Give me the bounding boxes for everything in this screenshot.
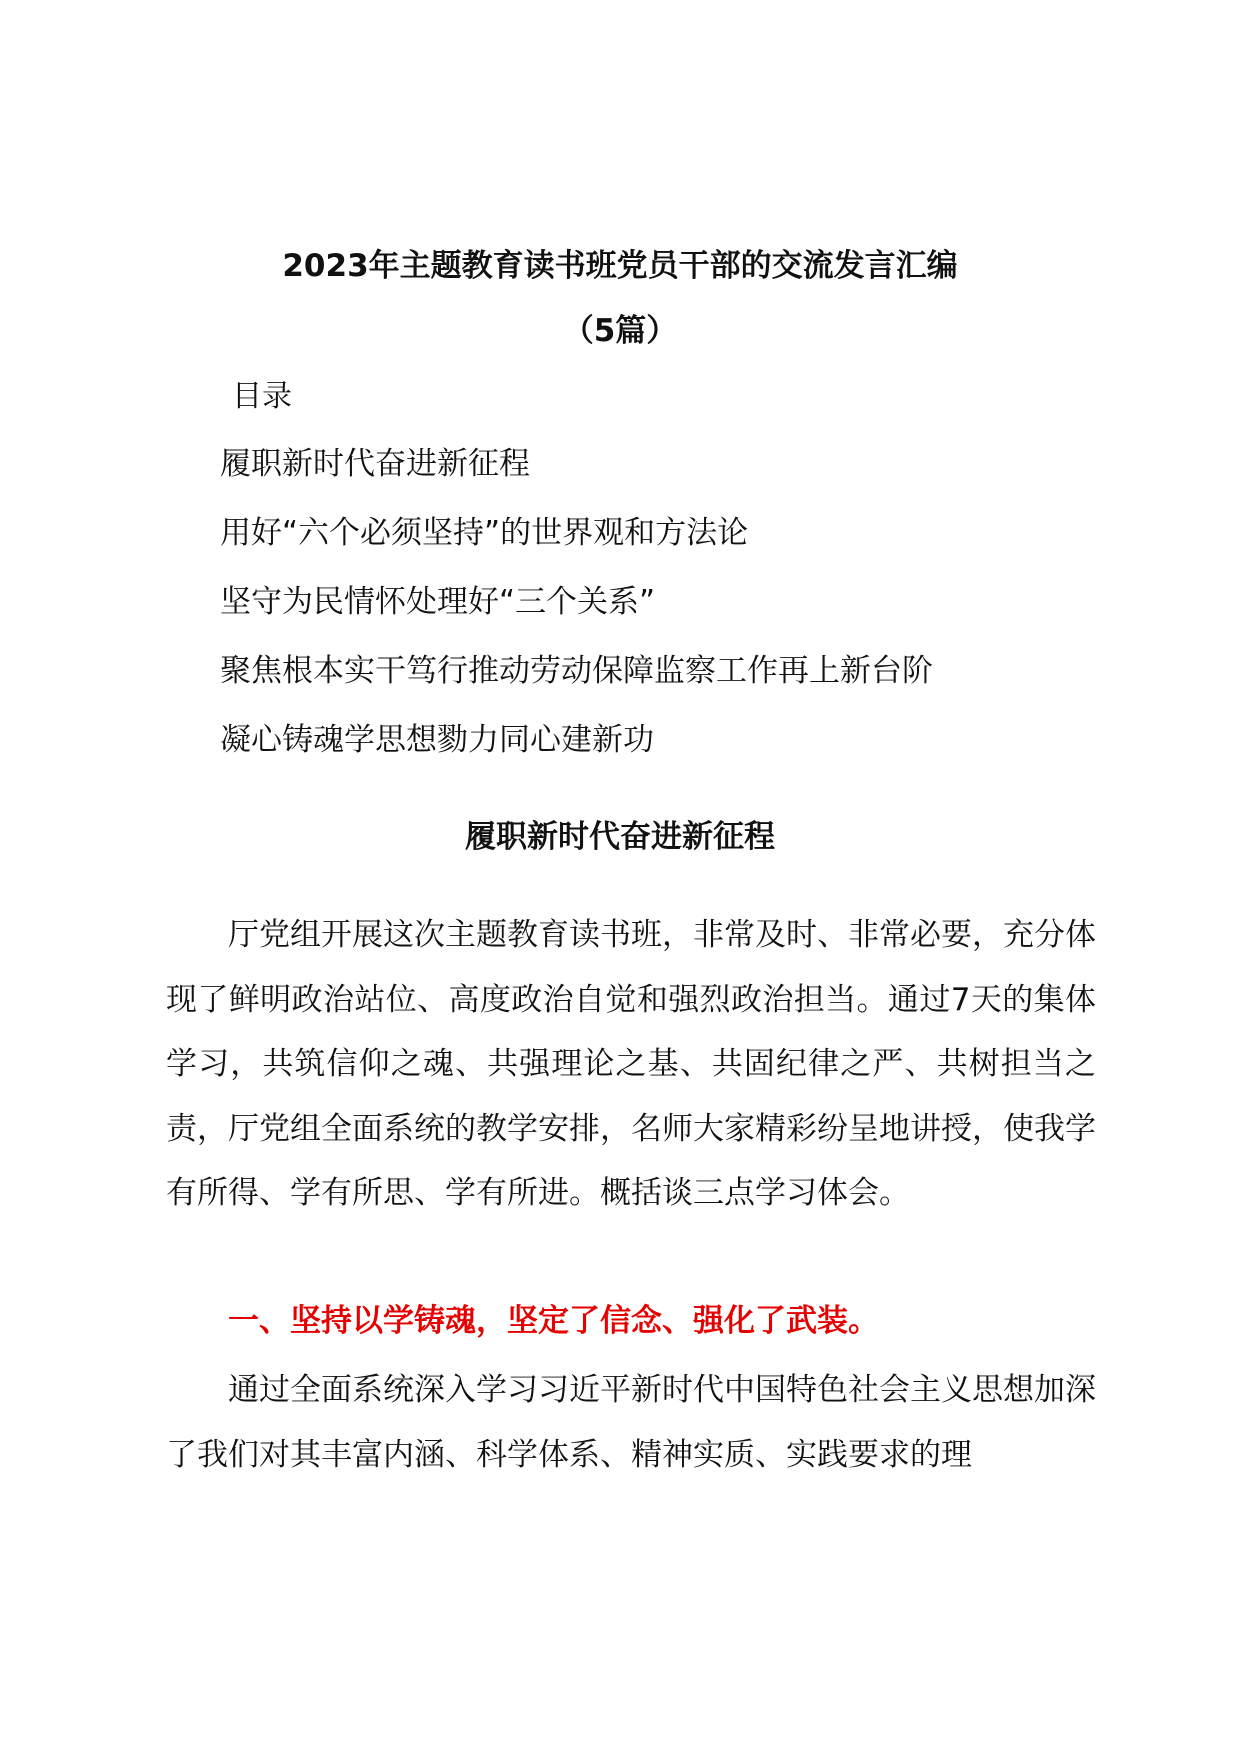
body-paragraph: 厅党组开展这次主题教育读书班，非常及时、非常必要，充分体现了鲜明政治站位、高度政治自觉和强烈政治担当。通过7天的集体学习，共筑信仰之魂、共强理论之基、共固纪律之严、共树担当之责，厅党组全面系统的教学安排，名师大家精彩纷呈地讲授，使我学有所得、学有所思、学有所进。概括谈三点学习体会。 — [166, 917, 1096, 1211]
toc-item: 用好“六个必须坚持”的世界观和方法论 — [220, 515, 749, 551]
toc-heading: 目录 — [232, 379, 292, 414]
body-paragraph: 通过全面系统深入学习习近平新时代中国特色社会主义思想加深了我们对其丰富内涵、科学体系、精神实质、实践要求的理 — [166, 1372, 1096, 1473]
section-subheading: 一、坚持以学铸魂，坚定了信念、强化了武装。 — [228, 1303, 879, 1339]
section-title: 履职新时代奋进新征程 — [465, 819, 775, 855]
document-subtitle: （5篇） — [562, 313, 678, 349]
table-of-contents — [220, 444, 933, 789]
toc-item: 坚守为民情怀处理好“三个关系” — [220, 584, 656, 620]
toc-item: 凝心铸魂学思想勠力同心建新功 — [220, 722, 654, 758]
document-title: 2023年主题教育读书班党员干部的交流发言汇编 — [282, 248, 958, 284]
toc-item: 聚焦根本实干笃行推动劳动保障监察工作再上新台阶 — [220, 653, 933, 689]
toc-item: 履职新时代奋进新征程 — [220, 446, 530, 482]
